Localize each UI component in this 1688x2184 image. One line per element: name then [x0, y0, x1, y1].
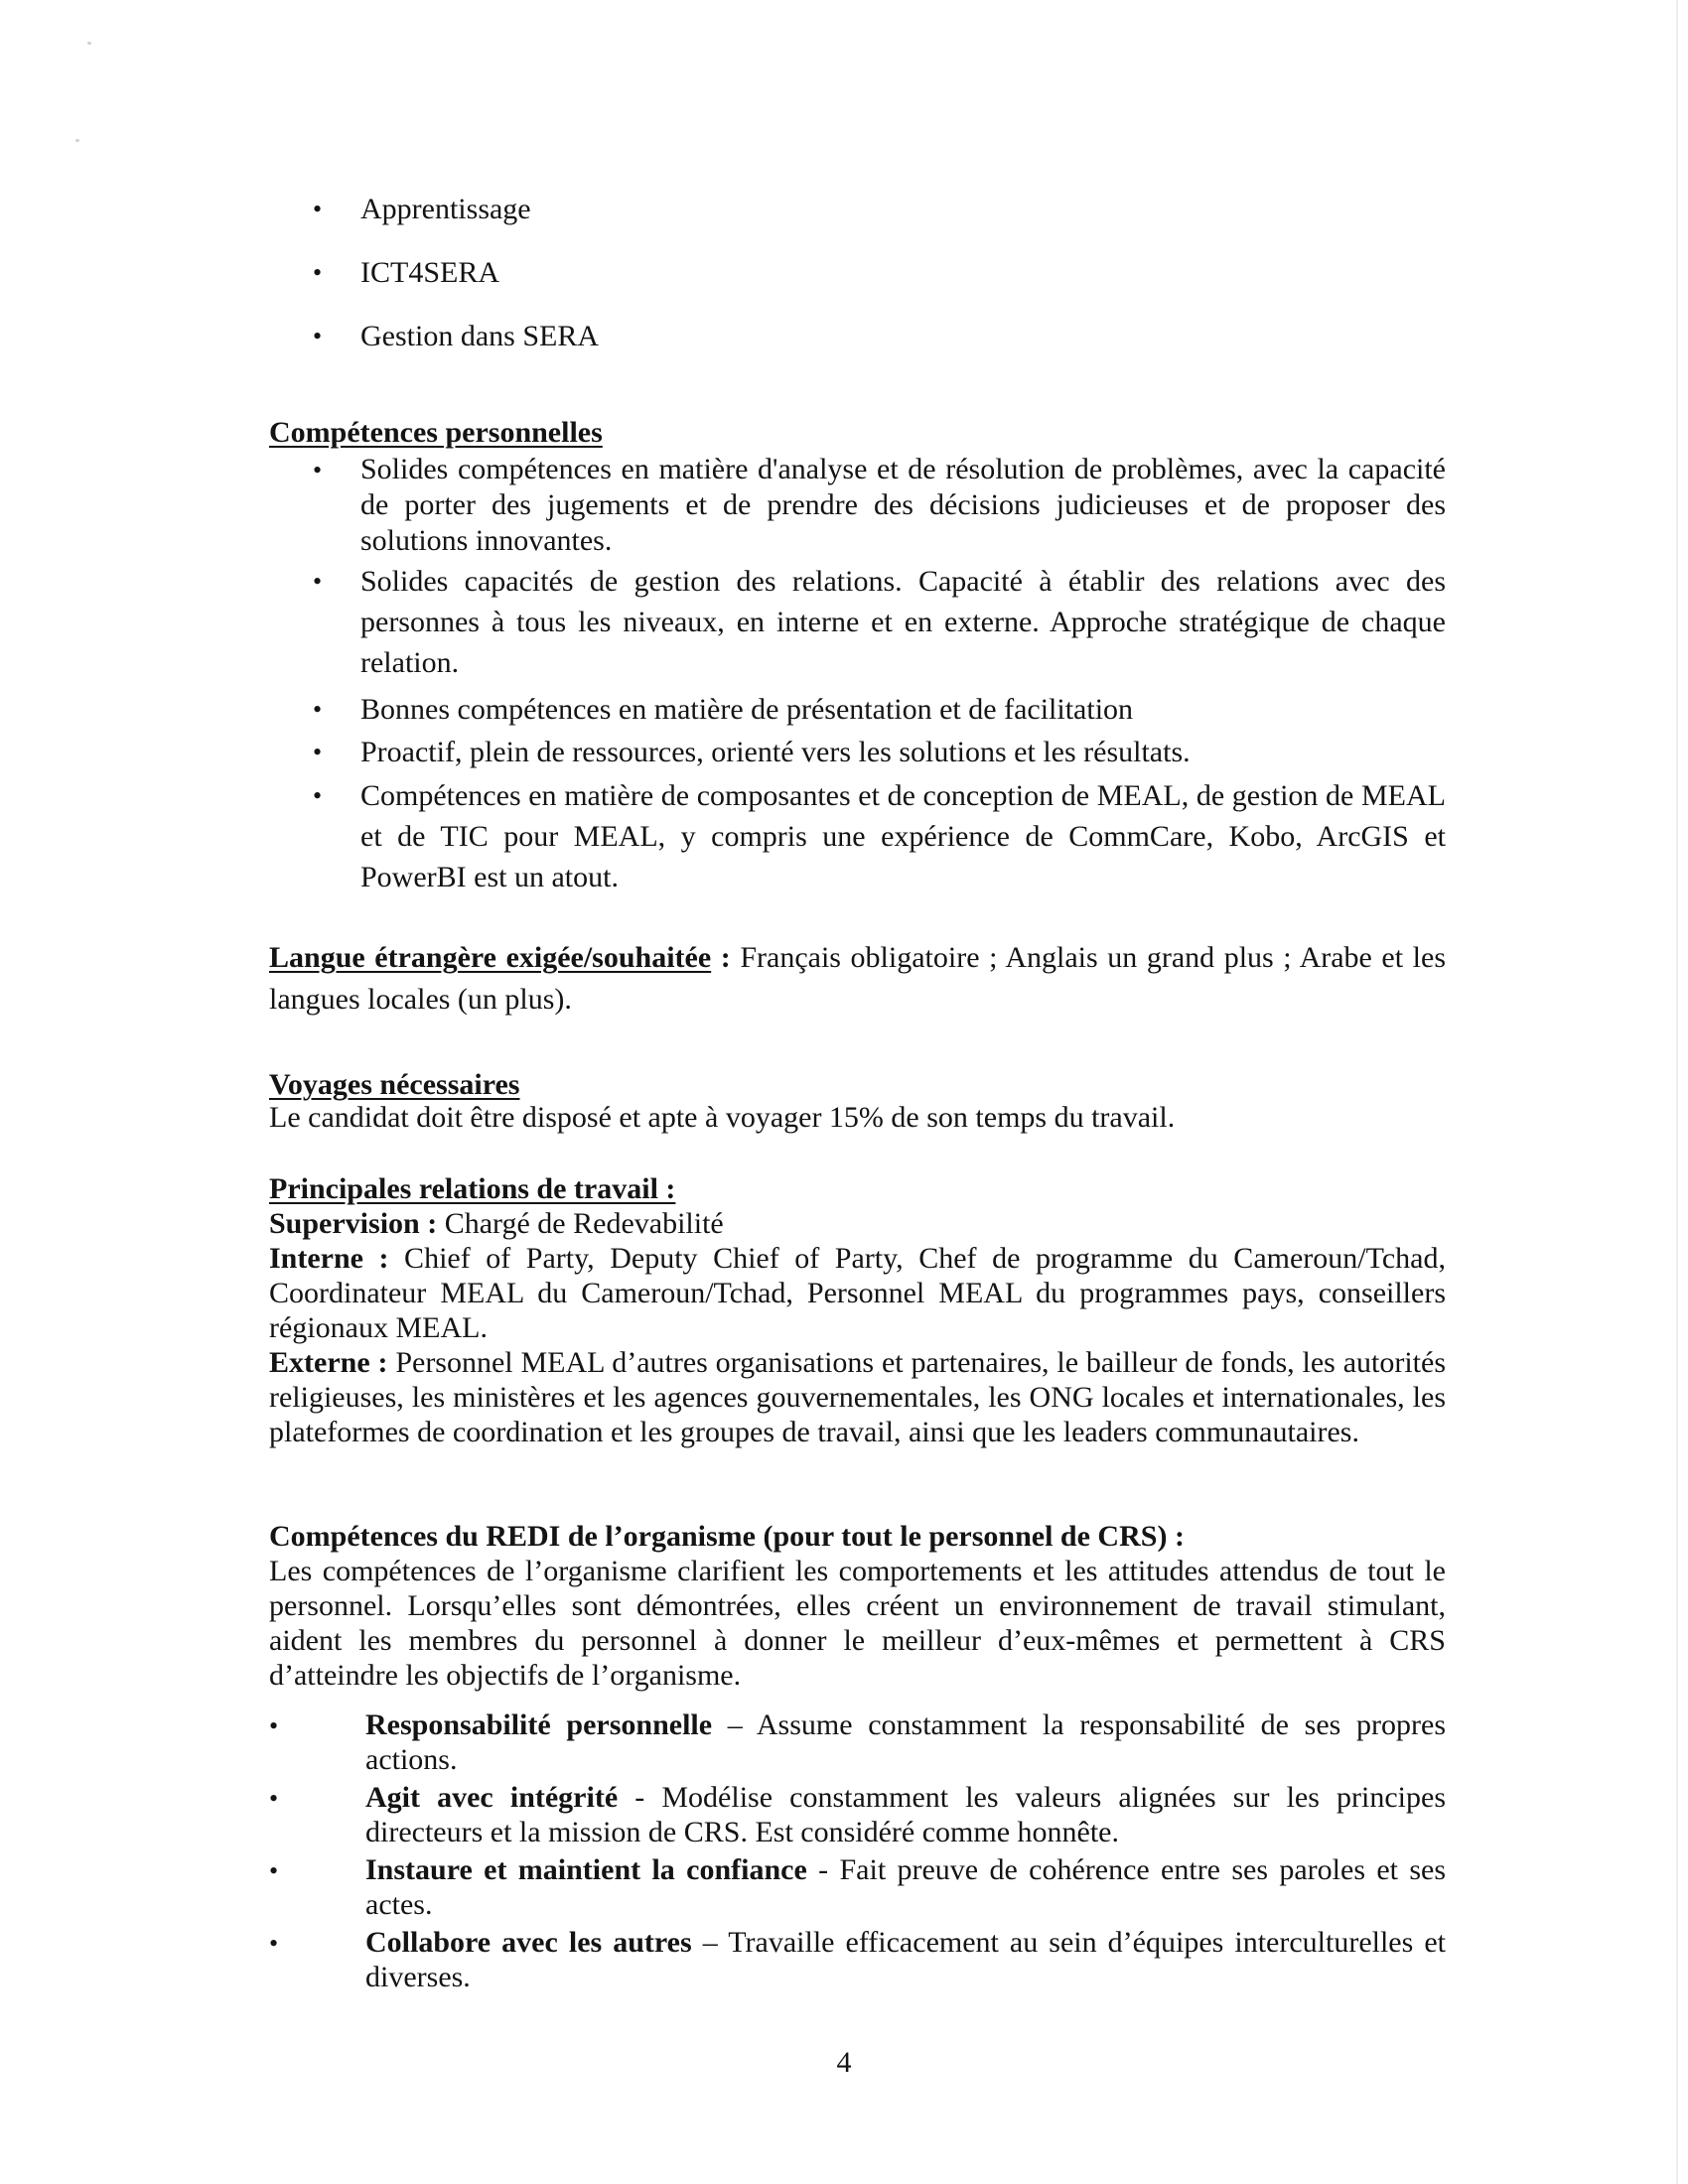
competency-text: – Travaille efficacement au sein d’équipes interculturelles et diverses.	[365, 1926, 1446, 1993]
competency-title: Agit avec intégrité	[365, 1781, 619, 1814]
externe-text: Personnel MEAL d’autres organisations et partenaires, le bailleur de fonds, les autorités religieuses, les ministères et les agences gouvernementales, les ONG locales et internationales, les plateformes de coordination et les groupes de travail, ainsi que les leaders communautaires.	[269, 1346, 1446, 1448]
competency-text: - Modélise constamment les valeurs alignées sur les principes directeurs et la mission de CRS. Est considéré comme honnête.	[365, 1781, 1446, 1848]
supervision-label: Supervision :	[269, 1207, 438, 1240]
list-item-text	[365, 1780, 1446, 1849]
bullet: •	[313, 567, 323, 596]
interne-text: Chief of Party, Deputy Chief of Party, Chef de programme du Cameroun/Tchad, Coordinateur MEAL du Cameroun/Tchad, Personnel MEAL du programmes pays, conseillers régionaux MEAL.	[269, 1242, 1446, 1344]
bullet: •	[313, 695, 323, 724]
bullet: •	[269, 1784, 279, 1813]
supervision-text: Chargé de Redevabilité	[437, 1207, 724, 1240]
list-item-text	[365, 1925, 1446, 1994]
section-heading-personal-skills: Compétences personnelles	[269, 416, 603, 449]
language-text: Français obligatoire ; Anglais un grand plus ; Arabe et les langues locales (un plus).	[269, 941, 1446, 1016]
bullet: •	[269, 1711, 279, 1740]
scan-speck	[87, 42, 91, 45]
bullet: •	[313, 195, 323, 223]
page-number: 4	[836, 2046, 852, 2079]
section-heading-relations: Principales relations de travail :	[269, 1172, 676, 1205]
travel-text: Le candidat doit être disposé et apte à voyager 15% de son temps du travail.	[269, 1101, 1176, 1134]
list-item-text: Solides capacités de gestion des relations. Capacité à établir des relations avec des personnes à tous les niveaux, en interne et en externe. Approche stratégique de chaque relation.	[360, 565, 1446, 679]
relations-supervision	[269, 1206, 1446, 1241]
section-heading-travel: Voyages nécessaires	[269, 1068, 520, 1101]
externe-label: Externe :	[269, 1346, 388, 1379]
language-colon: :	[711, 941, 731, 974]
list-item-text: Bonnes compétences en matière de présentation et de facilitation	[360, 693, 1134, 726]
list-item-text: ICT4SERA	[360, 256, 500, 289]
list-item-text: Compétences en matière de composantes et de conception de MEAL, de gestion de MEAL et de TIC pour MEAL, y compris une expérience de CommCare, Kobo, ArcGIS et PowerBI est un atout.	[360, 779, 1446, 893]
scan-edge	[1676, 0, 1678, 2184]
bullet: •	[269, 1929, 279, 1958]
list-item-text: Proactif, plein de ressources, orienté vers les solutions et les résultats.	[360, 736, 1191, 768]
competency-title: Responsabilité personnelle	[365, 1708, 713, 1741]
bullet: •	[313, 781, 323, 810]
language-paragraph	[269, 937, 1446, 1021]
relations-interne	[269, 1241, 1446, 1345]
list-item-text	[365, 1707, 1446, 1777]
competency-title: Collabore avec les autres	[365, 1926, 692, 1959]
list-item-text	[365, 1852, 1446, 1922]
bullet: •	[269, 1856, 279, 1885]
scan-speck	[75, 139, 79, 142]
list-item-text: Gestion dans SERA	[360, 320, 599, 352]
competency-text: – Assume constamment la responsabilité de ses propres actions.	[365, 1708, 1446, 1776]
bullet: •	[313, 738, 323, 766]
competency-title: Instaure et maintient la confiance	[365, 1853, 807, 1886]
relations-externe	[269, 1345, 1446, 1449]
redi-intro: Les compétences de l’organisme clarifient les comportements et les attitudes attendus de tout le personnel. Lorsqu’elles sont démontrées, elles créent un environnement de travail stimulant, aident les membres du personnel à donner le meilleur d’eux-mêmes et permettent à CRS d’atteindre les objectifs de l’organisme.	[269, 1555, 1446, 1692]
language-heading: Langue étrangère exigée/souhaitée	[269, 941, 712, 974]
bullet: •	[313, 322, 323, 350]
competency-text: - Fait preuve de cohérence entre ses paroles et ses actes.	[365, 1853, 1446, 1921]
list-item-text: Solides compétences en matière d'analyse et de résolution de problèmes, avec la capacité de porter des jugements et de prendre des décisions judicieuses et de proposer des solutions innovantes.	[360, 453, 1446, 557]
section-heading-redi: Compétences du REDI de l’organisme (pour tout le personnel de CRS) :	[269, 1520, 1185, 1553]
bullet: •	[313, 258, 323, 287]
interne-label: Interne :	[269, 1242, 389, 1275]
bullet: •	[313, 456, 323, 484]
list-item-text: Apprentissage	[360, 193, 531, 225]
